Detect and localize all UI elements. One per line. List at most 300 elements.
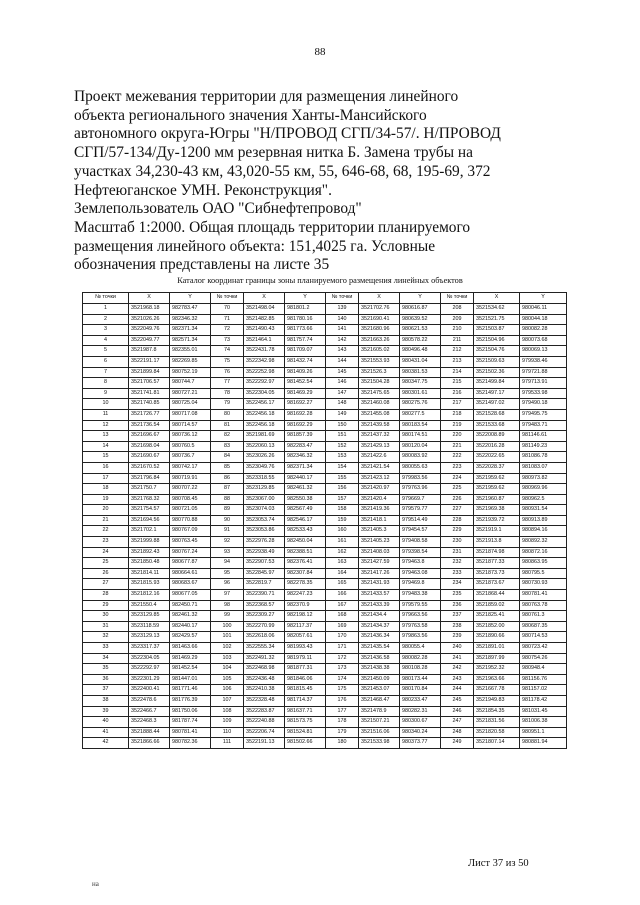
x-coordinate-cell: 3523053.74 [244, 515, 285, 526]
point-number-cell: 215 [441, 378, 474, 389]
x-coordinate-cell: 3521605.02 [359, 346, 400, 357]
y-coordinate-cell: 980730.93 [520, 579, 567, 590]
y-coordinate-cell: 980913.89 [520, 515, 567, 526]
point-number-cell: 243 [441, 674, 474, 685]
y-coordinate-cell: 979454.57 [400, 526, 441, 537]
x-coordinate-cell: 3521999.88 [129, 537, 170, 548]
y-coordinate-cell: 982450.04 [285, 537, 326, 548]
x-coordinate-cell: 3521939.72 [474, 515, 520, 526]
point-number-cell: 177 [326, 706, 359, 717]
x-coordinate-cell: 3521960.87 [474, 494, 520, 505]
x-coordinate-cell: 3522028.37 [474, 462, 520, 473]
y-coordinate-cell: 980677.87 [170, 558, 211, 569]
y-coordinate-cell: 980233.47 [400, 695, 441, 706]
y-coordinate-cell: 982371.34 [170, 325, 211, 336]
x-coordinate-cell: 3521434.4 [359, 611, 400, 622]
x-coordinate-cell: 3522301.29 [129, 674, 170, 685]
y-coordinate-cell: 980742.17 [170, 462, 211, 473]
title-line: автономного округа-Югры "Н/ПРОВОД СГП/34-57/. Н/ПРОВОД [74, 125, 501, 143]
point-number-cell: 237 [441, 611, 474, 622]
y-coordinate-cell: 980082.28 [520, 325, 567, 336]
x-coordinate-cell: 3521482.85 [244, 314, 285, 325]
y-coordinate-cell: 982461.32 [170, 611, 211, 622]
y-coordinate-cell: 980770.88 [170, 515, 211, 526]
x-coordinate-cell: 3521429.13 [359, 441, 400, 452]
point-number-cell: 150 [326, 420, 359, 431]
title-line: Проект межевания территории для размещения линейного [74, 88, 459, 105]
x-coordinate-cell: 3521740.85 [129, 399, 170, 410]
y-coordinate-cell: 982371.34 [285, 462, 326, 473]
point-number-cell: 147 [326, 388, 359, 399]
y-coordinate-cell: 982429.57 [170, 632, 211, 643]
point-number-cell: 141 [326, 325, 359, 336]
y-coordinate-cell: 979514.49 [400, 515, 441, 526]
point-number-cell: 227 [441, 505, 474, 516]
point-number-cell: 238 [441, 621, 474, 632]
point-number-cell: 13 [83, 431, 129, 442]
x-coordinate-cell: 3521891.01 [474, 643, 520, 654]
x-coordinate-cell: 3522049.77 [129, 335, 170, 346]
x-coordinate-cell: 3521435.54 [359, 643, 400, 654]
y-coordinate-cell: 980969.96 [520, 484, 567, 495]
point-number-cell: 94 [211, 558, 244, 569]
point-number-cell: 95 [211, 568, 244, 579]
point-number-cell: 219 [441, 420, 474, 431]
point-number-cell: 242 [441, 664, 474, 675]
y-coordinate-cell: 982346.32 [170, 314, 211, 325]
table-row [83, 399, 567, 410]
y-coordinate-cell: 980183.54 [400, 420, 441, 431]
x-coordinate-cell: 3521897.99 [474, 653, 520, 664]
x-coordinate-cell: 3522283.87 [244, 706, 285, 717]
y-coordinate-cell: 980170.84 [400, 685, 441, 696]
x-coordinate-cell: 3521888.44 [129, 727, 170, 738]
y-coordinate-cell: 979863.56 [400, 632, 441, 643]
table-row [83, 685, 567, 696]
x-coordinate-cell: 3521741.81 [129, 388, 170, 399]
y-coordinate-cell: 982307.84 [285, 568, 326, 579]
y-coordinate-cell: 980431.04 [400, 356, 441, 367]
y-coordinate-cell: 982567.49 [285, 505, 326, 516]
point-number-cell: 241 [441, 653, 474, 664]
y-coordinate-cell: 982346.32 [285, 452, 326, 463]
point-number-cell: 143 [326, 346, 359, 357]
point-number-cell: 82 [211, 431, 244, 442]
y-coordinate-cell: 980044.18 [520, 314, 567, 325]
point-number-cell: 217 [441, 399, 474, 410]
y-coordinate-cell: 980683.67 [170, 579, 211, 590]
y-coordinate-cell: 980616.87 [400, 304, 441, 315]
y-coordinate-cell: 980347.75 [400, 378, 441, 389]
title-line: участках 34,230-43 км, 43,020-55 км, 55, 646-68, 68, 195-69, 372 [74, 162, 491, 180]
y-coordinate-cell: 980872.16 [520, 547, 567, 558]
x-coordinate-cell: 3521502.36 [474, 367, 520, 378]
column-header-y: Y [400, 293, 441, 304]
y-coordinate-cell: 981801.2 [285, 304, 326, 315]
point-number-cell: 107 [211, 695, 244, 706]
point-number-cell: 90 [211, 515, 244, 526]
y-coordinate-cell: 980717.08 [170, 409, 211, 420]
point-number-cell: 71 [211, 314, 244, 325]
point-number-cell: 97 [211, 590, 244, 601]
x-coordinate-cell: 3521968.18 [129, 304, 170, 315]
y-coordinate-cell: 979763.96 [400, 484, 441, 495]
point-number-cell: 5 [83, 346, 129, 357]
x-coordinate-cell: 3522410.38 [244, 685, 285, 696]
point-number-cell: 245 [441, 695, 474, 706]
x-coordinate-cell: 3521507.21 [359, 717, 400, 728]
x-coordinate-cell: 3521526.3 [359, 367, 400, 378]
point-number-cell: 149 [326, 409, 359, 420]
y-coordinate-cell: 981780.16 [285, 314, 326, 325]
x-coordinate-cell: 3521680.96 [359, 325, 400, 336]
y-coordinate-cell: 980677.05 [170, 590, 211, 601]
point-number-cell: 214 [441, 367, 474, 378]
x-coordinate-cell: 3521533.98 [359, 738, 400, 749]
y-coordinate-cell: 980744.7 [170, 378, 211, 389]
point-number-cell: 157 [326, 494, 359, 505]
point-number-cell: 165 [326, 579, 359, 590]
x-coordinate-cell: 3521702.1 [129, 526, 170, 537]
y-coordinate-cell: 982450.71 [170, 600, 211, 611]
x-coordinate-cell: 3521509.63 [474, 356, 520, 367]
x-coordinate-cell: 3522468.98 [244, 664, 285, 675]
point-number-cell: 32 [83, 632, 129, 643]
y-coordinate-cell: 981771.46 [170, 685, 211, 696]
point-number-cell: 88 [211, 494, 244, 505]
x-coordinate-cell: 3521868.44 [474, 590, 520, 601]
x-coordinate-cell: 3521814.11 [129, 568, 170, 579]
column-header-x: X [474, 293, 520, 304]
point-number-cell: 27 [83, 579, 129, 590]
coordinates-table [82, 292, 567, 749]
table-row [83, 441, 567, 452]
y-coordinate-cell: 979669.7 [400, 494, 441, 505]
y-coordinate-cell: 980736.7 [170, 452, 211, 463]
point-number-cell: 16 [83, 462, 129, 473]
point-number-cell: 148 [326, 399, 359, 410]
y-coordinate-cell: 979463.08 [400, 568, 441, 579]
point-number-cell: 169 [326, 621, 359, 632]
x-coordinate-cell: 3521439.58 [359, 420, 400, 431]
y-coordinate-cell: 980082.28 [400, 653, 441, 664]
x-coordinate-cell: 3521852.00 [474, 621, 520, 632]
x-coordinate-cell: 3521420.97 [359, 484, 400, 495]
point-number-cell: 36 [83, 674, 129, 685]
point-number-cell: 144 [326, 356, 359, 367]
point-number-cell: 23 [83, 537, 129, 548]
point-number-cell: 160 [326, 526, 359, 537]
x-coordinate-cell: 3521825.41 [474, 611, 520, 622]
x-coordinate-cell: 3521859.02 [474, 600, 520, 611]
y-coordinate-cell: 979713.91 [520, 378, 567, 389]
y-coordinate-cell: 982440.17 [170, 621, 211, 632]
x-coordinate-cell: 3521026.26 [129, 314, 170, 325]
table-row [83, 367, 567, 378]
y-coordinate-cell: 981146.61 [520, 431, 567, 442]
y-coordinate-cell: 980719.91 [170, 473, 211, 484]
y-coordinate-cell: 981857.39 [285, 431, 326, 442]
x-coordinate-cell: 3522292.97 [129, 664, 170, 675]
point-number-cell: 174 [326, 674, 359, 685]
table-row [83, 420, 567, 431]
table-row [83, 537, 567, 548]
x-coordinate-cell: 3521754.57 [129, 505, 170, 516]
x-coordinate-cell: 3522456.18 [244, 409, 285, 420]
point-number-cell: 151 [326, 431, 359, 442]
y-coordinate-cell: 980707.22 [170, 484, 211, 495]
table-row [83, 547, 567, 558]
point-number-cell: 75 [211, 356, 244, 367]
table-row [83, 473, 567, 484]
x-coordinate-cell: 3521434.37 [359, 621, 400, 632]
x-coordinate-cell: 3521460.08 [359, 399, 400, 410]
x-coordinate-cell: 3522368.57 [244, 600, 285, 611]
y-coordinate-cell: 980760.5 [170, 441, 211, 452]
x-coordinate-cell: 3521438.38 [359, 664, 400, 675]
x-coordinate-cell: 3521516.06 [359, 727, 400, 738]
x-coordinate-cell: 3521453.07 [359, 685, 400, 696]
point-number-cell: 172 [326, 653, 359, 664]
y-coordinate-cell: 981156.76 [520, 674, 567, 685]
point-number-cell: 77 [211, 378, 244, 389]
x-coordinate-cell: 3521981.69 [244, 431, 285, 442]
y-coordinate-cell: 981846.06 [285, 674, 326, 685]
x-coordinate-cell: 3521455.08 [359, 409, 400, 420]
x-coordinate-cell: 3521831.56 [474, 717, 520, 728]
y-coordinate-cell: 979579.55 [400, 600, 441, 611]
y-coordinate-cell: 981637.71 [285, 706, 326, 717]
point-number-cell: 15 [83, 452, 129, 463]
x-coordinate-cell: 3523049.76 [244, 462, 285, 473]
x-coordinate-cell: 3521919.1 [474, 526, 520, 537]
y-coordinate-cell: 980881.94 [520, 738, 567, 749]
x-coordinate-cell: 3523129.13 [129, 632, 170, 643]
point-number-cell: 18 [83, 484, 129, 495]
y-coordinate-cell: 981776.39 [170, 695, 211, 706]
table-row [83, 335, 567, 346]
y-coordinate-cell: 982388.51 [285, 547, 326, 558]
table-row [83, 706, 567, 717]
x-coordinate-cell: 3522008.89 [474, 431, 520, 442]
table-row [83, 431, 567, 442]
point-number-cell: 7 [83, 367, 129, 378]
y-coordinate-cell: 980951.1 [520, 727, 567, 738]
x-coordinate-cell: 3521969.38 [474, 505, 520, 516]
title-line: Землепользователь ОАО "Сибнефтепровод" [74, 200, 362, 218]
x-coordinate-cell: 3522400.41 [129, 685, 170, 696]
y-coordinate-cell: 981877.31 [285, 664, 326, 675]
table-row [83, 568, 567, 579]
y-coordinate-cell: 980301.61 [400, 388, 441, 399]
point-number-cell: 218 [441, 409, 474, 420]
y-coordinate-cell: 981573.75 [285, 717, 326, 728]
table-row [83, 452, 567, 463]
table-row [83, 526, 567, 537]
point-number-cell: 108 [211, 706, 244, 717]
point-number-cell: 38 [83, 695, 129, 706]
x-coordinate-cell: 3521873.67 [474, 579, 520, 590]
y-coordinate-cell: 981083.07 [520, 462, 567, 473]
x-coordinate-cell: 3522022.65 [474, 452, 520, 463]
y-coordinate-cell: 982057.61 [285, 632, 326, 643]
point-number-cell: 85 [211, 462, 244, 473]
table-row [83, 611, 567, 622]
point-number-cell: 10 [83, 399, 129, 410]
y-coordinate-cell: 979983.56 [400, 473, 441, 484]
x-coordinate-cell: 3521417.26 [359, 568, 400, 579]
x-coordinate-cell: 3522431.78 [244, 346, 285, 357]
point-number-cell: 20 [83, 505, 129, 516]
point-number-cell: 11 [83, 409, 129, 420]
y-coordinate-cell: 980275.76 [400, 399, 441, 410]
column-header-y: Y [285, 293, 326, 304]
y-coordinate-cell: 980277.5 [400, 409, 441, 420]
y-coordinate-cell: 980763.78 [520, 600, 567, 611]
y-coordinate-cell: 980639.52 [400, 314, 441, 325]
point-number-cell: 248 [441, 727, 474, 738]
x-coordinate-cell: 3521796.84 [129, 473, 170, 484]
point-number-cell: 221 [441, 441, 474, 452]
point-number-cell: 2 [83, 314, 129, 325]
y-coordinate-cell: 981469.29 [285, 388, 326, 399]
point-number-cell: 99 [211, 611, 244, 622]
point-number-cell: 86 [211, 473, 244, 484]
column-header-point-number: № точки [441, 293, 474, 304]
point-number-cell: 170 [326, 632, 359, 643]
table-row [83, 643, 567, 654]
y-coordinate-cell: 979579.77 [400, 505, 441, 516]
point-number-cell: 230 [441, 537, 474, 548]
y-coordinate-cell: 982571.34 [170, 335, 211, 346]
y-coordinate-cell: 980714.57 [170, 420, 211, 431]
x-coordinate-cell: 3521528.68 [474, 409, 520, 420]
table-row [83, 579, 567, 590]
table-row [83, 346, 567, 357]
x-coordinate-cell: 3521987.8 [129, 346, 170, 357]
x-coordinate-cell: 3522618.06 [244, 632, 285, 643]
y-coordinate-cell: 980714.53 [520, 632, 567, 643]
y-coordinate-cell: 981031.45 [520, 706, 567, 717]
point-number-cell: 179 [326, 727, 359, 738]
y-coordinate-cell: 979463.8 [400, 558, 441, 569]
point-number-cell: 110 [211, 727, 244, 738]
x-coordinate-cell: 3521499.84 [474, 378, 520, 389]
point-number-cell: 6 [83, 356, 129, 367]
point-number-cell: 159 [326, 515, 359, 526]
point-number-cell: 80 [211, 409, 244, 420]
x-coordinate-cell: 3521670.52 [129, 462, 170, 473]
point-number-cell: 145 [326, 367, 359, 378]
point-number-cell: 89 [211, 505, 244, 516]
table-row [83, 600, 567, 611]
title-line: Нефтеюганское УМН. Реконструкция". [74, 181, 332, 199]
point-number-cell: 40 [83, 717, 129, 728]
x-coordinate-cell: 3521504.76 [474, 346, 520, 357]
point-number-cell: 239 [441, 632, 474, 643]
table-header-row [83, 293, 567, 304]
table-row [83, 356, 567, 367]
point-number-cell: 74 [211, 346, 244, 357]
point-number-cell: 176 [326, 695, 359, 706]
point-number-cell: 175 [326, 685, 359, 696]
point-number-cell: 25 [83, 558, 129, 569]
point-number-cell: 41 [83, 727, 129, 738]
x-coordinate-cell: 3521497.17 [474, 388, 520, 399]
x-coordinate-cell: 3523118.59 [129, 621, 170, 632]
y-coordinate-cell: 980727.21 [170, 388, 211, 399]
x-coordinate-cell: 3521820.58 [474, 727, 520, 738]
point-number-cell: 104 [211, 664, 244, 675]
y-coordinate-cell: 980055.4 [400, 643, 441, 654]
x-coordinate-cell: 3521418.1 [359, 515, 400, 526]
y-coordinate-cell: 979663.56 [400, 611, 441, 622]
y-coordinate-cell: 980046.11 [520, 304, 567, 315]
y-coordinate-cell: 980761.3 [520, 611, 567, 622]
point-number-cell: 34 [83, 653, 129, 664]
point-number-cell: 229 [441, 526, 474, 537]
point-number-cell: 14 [83, 441, 129, 452]
x-coordinate-cell: 3521433.57 [359, 590, 400, 601]
column-header-x: X [129, 293, 170, 304]
point-number-cell: 139 [326, 304, 359, 315]
point-number-cell: 235 [441, 590, 474, 601]
table-row [83, 378, 567, 389]
x-coordinate-cell: 3521694.56 [129, 515, 170, 526]
x-coordinate-cell: 3522240.88 [244, 717, 285, 728]
y-coordinate-cell: 981409.26 [285, 367, 326, 378]
catalog-caption: Каталог координат границы зоны планируемого размещения линейных объектов [177, 276, 463, 285]
y-coordinate-cell: 979495.75 [520, 409, 567, 420]
x-coordinate-cell: 3521437.32 [359, 431, 400, 442]
x-coordinate-cell: 3521427.59 [359, 558, 400, 569]
point-number-cell: 109 [211, 717, 244, 728]
y-coordinate-cell: 980578.22 [400, 335, 441, 346]
point-number-cell: 155 [326, 473, 359, 484]
point-number-cell: 231 [441, 547, 474, 558]
table-row [83, 738, 567, 749]
x-coordinate-cell: 3521533.68 [474, 420, 520, 431]
table-row [83, 505, 567, 516]
y-coordinate-cell: 982440.17 [285, 473, 326, 484]
x-coordinate-cell: 3521873.73 [474, 568, 520, 579]
point-number-cell: 84 [211, 452, 244, 463]
x-coordinate-cell: 3521498.04 [244, 304, 285, 315]
point-number-cell: 42 [83, 738, 129, 749]
point-number-cell: 153 [326, 452, 359, 463]
x-coordinate-cell: 3521866.66 [129, 738, 170, 749]
point-number-cell: 79 [211, 399, 244, 410]
point-number-cell: 168 [326, 611, 359, 622]
point-number-cell: 76 [211, 367, 244, 378]
point-number-cell: 232 [441, 558, 474, 569]
y-coordinate-cell: 981692.28 [285, 409, 326, 420]
point-number-cell: 111 [211, 738, 244, 749]
x-coordinate-cell: 3522060.13 [244, 441, 285, 452]
x-coordinate-cell: 3522938.49 [244, 547, 285, 558]
point-number-cell: 87 [211, 484, 244, 495]
point-number-cell: 81 [211, 420, 244, 431]
x-coordinate-cell: 3521815.93 [129, 579, 170, 590]
y-coordinate-cell: 980931.54 [520, 505, 567, 516]
point-number-cell: 100 [211, 621, 244, 632]
point-number-cell: 140 [326, 314, 359, 325]
table-row [83, 515, 567, 526]
x-coordinate-cell: 3521850.48 [129, 558, 170, 569]
point-number-cell: 224 [441, 473, 474, 484]
y-coordinate-cell: 981469.29 [170, 653, 211, 664]
point-number-cell: 17 [83, 473, 129, 484]
